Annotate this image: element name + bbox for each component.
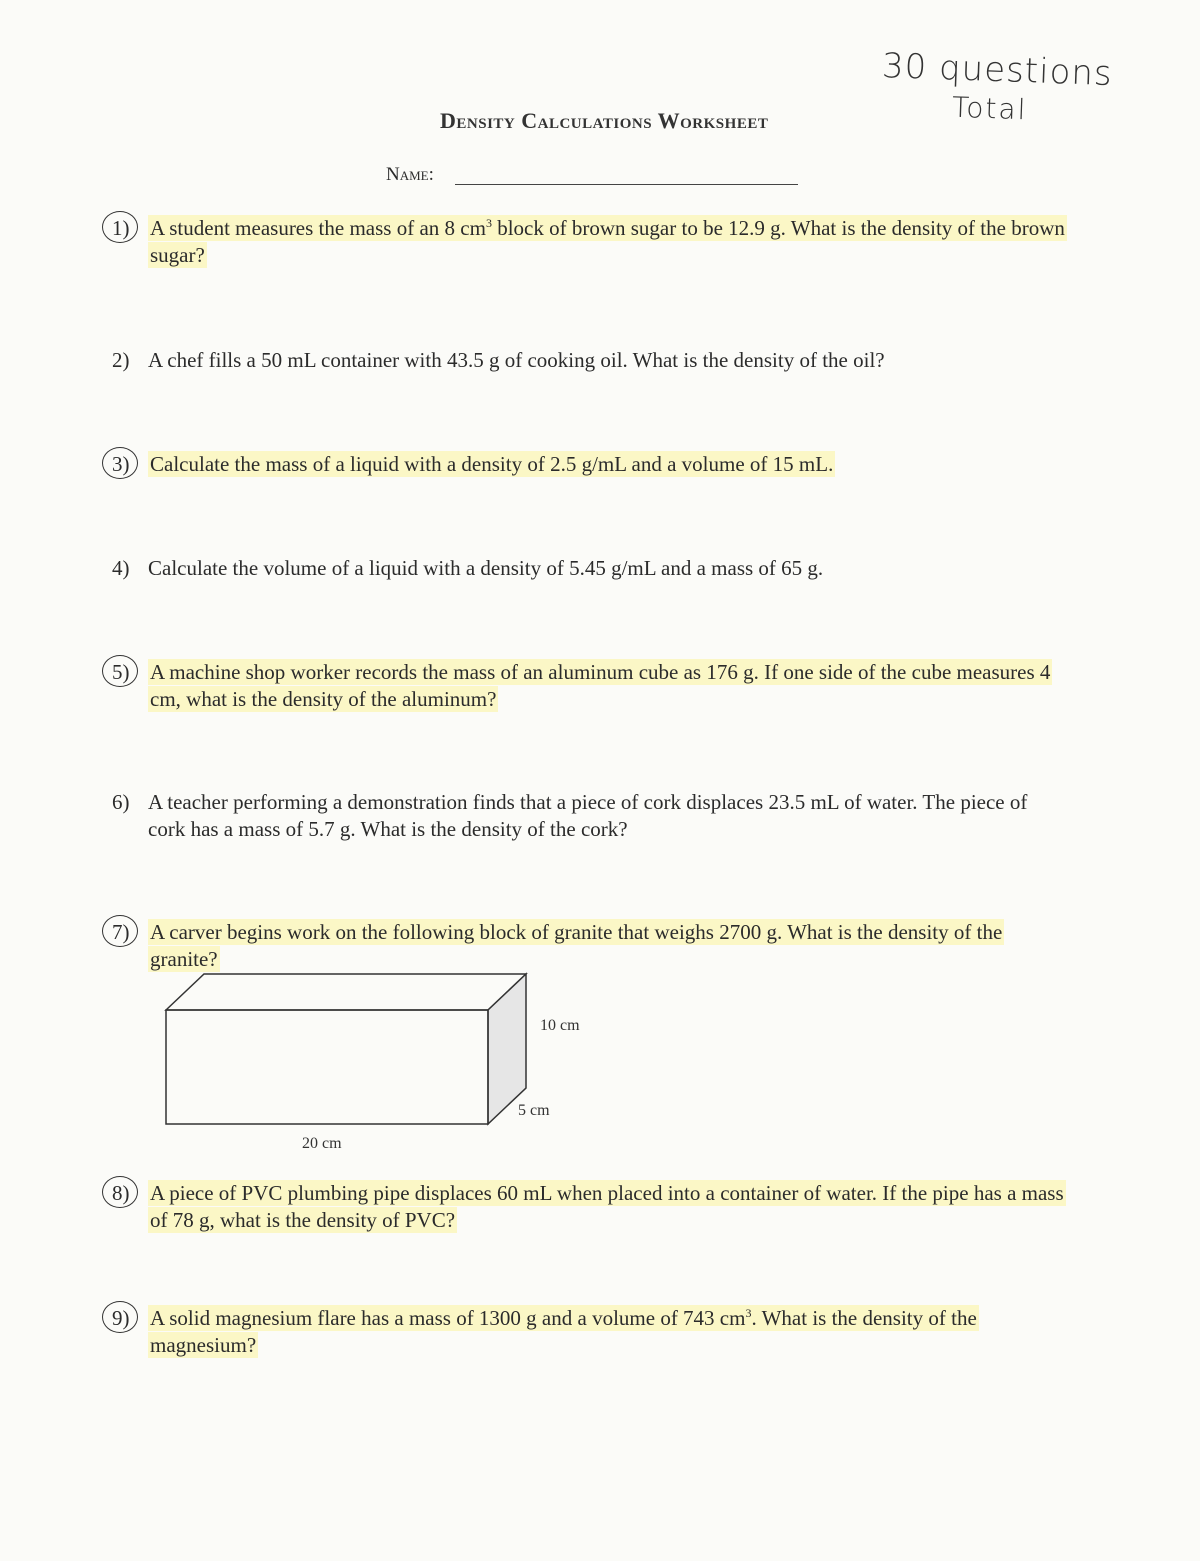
question-text: Calculate the volume of a liquid with a density of 5.45 g/mL and a mass of 65 g. bbox=[148, 556, 824, 580]
question-number: 9) bbox=[112, 1306, 130, 1330]
question-text: Calculate the mass of a liquid with a density of 2.5 g/mL and a volume of 15 mL. bbox=[150, 452, 834, 476]
question-number: 1) bbox=[112, 216, 130, 240]
question-text: A piece of PVC plumbing pipe displaces 60 mL when placed into a container of water. If the pipe has a mass of 78 g, what is the density of PVC? bbox=[150, 1181, 1064, 1232]
block-front-face bbox=[166, 1010, 488, 1124]
page-title: Density Calculations Worksheet bbox=[440, 108, 769, 133]
question-text: A teacher performing a demonstration finds that a piece of cork displaces 23.5 mL of water. The piece of cork has a mass of 5.7 g. What is the density of the cork? bbox=[148, 790, 1028, 841]
height-dimension-label: 10 cm bbox=[540, 1017, 580, 1034]
depth-dimension-label: 5 cm bbox=[518, 1102, 550, 1119]
granite-block-diagram bbox=[160, 970, 600, 1160]
question-text: A student measures the mass of an 8 $cm^3$ block of brown sugar to be 12.9 g. What is the density of the brown sugar? bbox=[150, 216, 1065, 267]
name-label: Name: bbox=[386, 164, 434, 185]
question-number: 2) bbox=[112, 348, 130, 372]
name-blank-line bbox=[455, 184, 798, 185]
question-number: 4) bbox=[112, 556, 130, 580]
question-number: 7) bbox=[112, 920, 130, 944]
length-dimension-label: 20 cm bbox=[302, 1135, 342, 1152]
question-number: 8) bbox=[112, 1181, 130, 1205]
question-text: A machine shop worker records the mass of an aluminum cube as 176 g. If one side of the cube measures 4 cm, what is the density of the aluminum? bbox=[150, 660, 1051, 711]
block-top-face bbox=[166, 974, 526, 1010]
question-number: 5) bbox=[112, 660, 130, 684]
question-number: 6) bbox=[112, 790, 130, 814]
question-text: A carver begins work on the following block of granite that weighs 2700 g. What is the density of the granite? bbox=[150, 920, 1003, 971]
question-text: A solid magnesium flare has a mass of 1300 g and a volume of 743 $cm^3$. What is the density of the magnesium? bbox=[150, 1306, 977, 1357]
handwritten-note-line1: 30 questions bbox=[881, 45, 1114, 95]
question-number: 3) bbox=[112, 452, 130, 476]
handwritten-note-line2: Total bbox=[951, 90, 1028, 127]
question-text: A chef fills a 50 mL container with 43.5 g of cooking oil. What is the density of the oil? bbox=[148, 348, 885, 372]
